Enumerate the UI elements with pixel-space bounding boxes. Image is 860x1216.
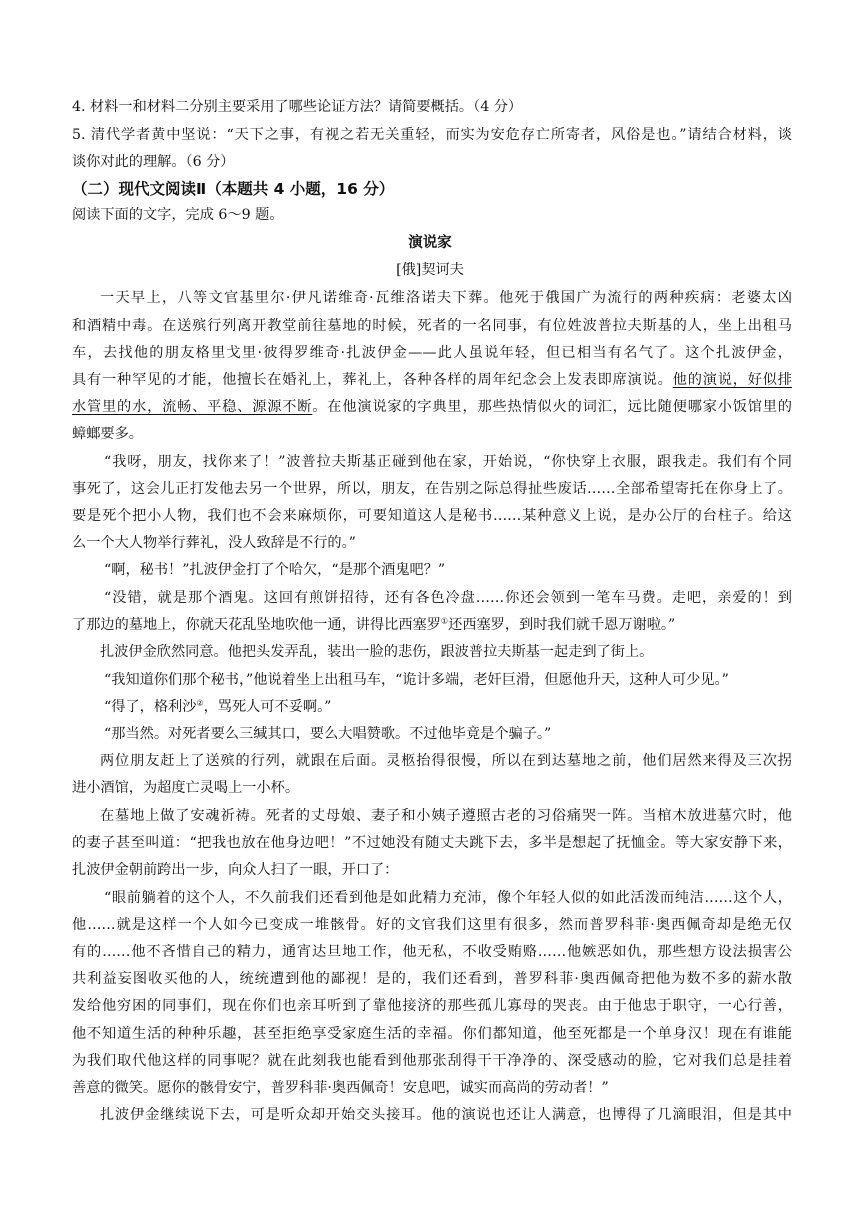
paragraph-1-line-4 (72, 370, 792, 390)
story-author: [俄]契诃夫 (396, 262, 464, 278)
paragraph-2-line-2: 事死了，这会儿正打发他去另一个世界，所以，朋友，在告别之际总得扯些废话……全部希望寄托在你身上了。 (72, 481, 792, 497)
paragraph-11-line-5: 发给他穷困的同事们，现在你们也亲耳听到了靠他接济的那些孤儿寡母的哭丧。由于他忠于职守，一心行善， (72, 998, 792, 1014)
text-segment: “得了，格利沙 (104, 699, 197, 715)
paragraph-2-line-3: 要是死个把小人物，我们也不会来麻烦你，可要知道这人是秘书……某种意义上说，是办公厅的台柱子。给这 (72, 508, 792, 524)
section-instruction: 阅读下面的文字，完成 6～9 题。 (72, 207, 284, 223)
paragraph-1-line-3: 车，去找他的朋友格里戈里·彼得罗维奇·扎波伊金——此人虽说年轻，但已相当有名气了。这个扎波伊金， (72, 345, 792, 361)
paragraph-11-line-3: 有的……他不吝惜自己的精力，通宵达旦地工作，他无私，不收受贿赂……他嫉恶如仇，那些想方设法损害公 (72, 944, 792, 960)
question-5-line-1: 5. 清代学者黄中坚说：“天下之事，有视之若无关重轻，而实为安危存亡所寄者，风俗是也。”请结合材料，谈 (72, 127, 792, 143)
paragraph-9-line-1: 两位朋友赶上了送殡的行列，就跟在后面。灵柩抬得很慢，所以在到达墓地之前，他们居然来得及三次拐 (100, 753, 792, 769)
footnote-marker: ① (440, 616, 449, 626)
question-4: 4. 材料一和材料二分别主要采用了哪些论证方法？请简要概括。（4 分） (72, 99, 523, 115)
text-segment: 。在他演说家的字典里，那些热情似火的词汇，远比随便哪家小饭馆里的 (312, 399, 792, 415)
paragraph-11-line-4: 共利益妄图收买他的人，统统遭到他的鄙视！是的，我们还看到，普罗科菲·奥西佩奇把他为数不多的薪水散 (72, 971, 792, 987)
section-heading: （二）现代文阅读Ⅱ（本题共 4 小题，16 分） (72, 180, 395, 198)
paragraph-4-line-2 (72, 615, 792, 635)
paragraph-1-line-2: 和酒精中毒。在送殡行列离开教堂前往墓地的时候，死者的一名同事，有位姓波普拉夫斯基的人，坐上出租马 (72, 318, 792, 334)
paragraph-10-line-1: 在墓地上做了安魂祈祷。死者的丈母娘、妻子和小姨子遵照古老的习俗痛哭一阵。当棺木放进墓穴时，他 (100, 808, 792, 824)
paragraph-6: “我知道你们那个秘书，”他说着坐上出租马车，“诡计多端，老奸巨滑，但愿他升天，这种人可少见。” (104, 672, 729, 688)
paragraph-2-line-1: “我呀，朋友，找你来了！”波普拉夫斯基正碰到他在家，开始说，“你快穿上衣服，跟我走。我们有个同 (104, 454, 792, 470)
paragraph-2-line-4: 么一个大人物举行葬礼，没人致辞是不行的。” (72, 535, 356, 551)
paragraph-8: “那当然。对死者要么三缄其口，要么大唱赞歌。不过他毕竟是个骗子。” (104, 726, 552, 742)
paragraph-11-line-7: 为我们取代他这样的同事呢？就在此刻我也能看到他那张刮得干干净净的、深受感动的脸，它对我们总是挂着 (72, 1053, 792, 1069)
paragraph-4-line-1: “没错，就是那个酒鬼。这回有煎饼招待，还有各色冷盘……你还会领到一笔车马费。走吧，亲爱的！到 (104, 590, 792, 606)
text-segment: 具有一种罕见的才能，他擅长在婚礼上，葬礼上，各种各样的周年纪念会上发表即席演说。 (72, 372, 673, 388)
paragraph-1-line-1: 一天早上，八等文官基里尔·伊凡诺维奇·瓦维洛诺夫下葬。他死于俄国广为流行的两种疾病：老婆太凶 (100, 290, 792, 306)
story-title: 演说家 (408, 234, 452, 251)
paragraph-1-line-6: 蟑螂要多。 (72, 426, 143, 442)
text-segment: 还西塞罗，到时我们就千恩万谢啦。” (448, 617, 676, 633)
paragraph-1-line-5 (72, 397, 792, 417)
paragraph-5: 扎波伊金欣然同意。他把头发弄乱，装出一脸的悲伤，跟波普拉夫斯基一起走到了街上。 (100, 644, 654, 660)
paragraph-11-line-2: 他……就是这样一个人如今已变成一堆骸骨。好的文官我们这里有很多，然而普罗科菲·奥西佩奇却是绝无仅 (72, 917, 792, 933)
paragraph-10-line-3: 扎波伊金朝前跨出一步，向众人扫了一眼，开口了： (72, 862, 399, 878)
underlined-text: 他的演说，好似排 (672, 372, 792, 388)
paragraph-11-line-1: “眼前躺着的这个人，不久前我们还看到他是如此精力充沛，像个年轻人似的如此活泼而纯洁……这个人， (104, 890, 792, 906)
underlined-text: 水管里的水，流畅、平稳、源源不断 (72, 399, 313, 415)
paragraph-12-line-1: 扎波伊金继续说下去，可是听众却开始交头接耳。他的演说也还让人满意，也博得了几滴眼泪，但是其中 (100, 1107, 792, 1123)
question-5-line-2: 谈你对此的理解。（6 分） (72, 154, 235, 170)
text-segment: 了那边的墓地上，你就天花乱坠地吹他一通，讲得比西塞罗 (72, 617, 441, 633)
paragraph-10-line-2: 的妻子甚至叫道：“把我也放在他身边吧！”不过她没有随丈夫跳下去，多半是想起了抚恤金。等大家安静下来， (72, 835, 792, 851)
paragraph-3: “啊，秘书！”扎波伊金打了个哈欠，“是那个酒鬼吧？” (104, 562, 446, 578)
paragraph-11-line-6: 他不知道生活的种种乐趣，甚至拒绝享受家庭生活的幸福。你们都知道，他至死都是一个单身汉！现在有谁能 (72, 1026, 792, 1042)
paragraph-9-line-2: 进小酒馆，为超度亡灵喝上一小杯。 (72, 780, 300, 796)
text-segment: ，骂死人可不妥啊。” (203, 699, 332, 715)
paragraph-7 (104, 697, 792, 717)
paragraph-11-line-8: 善意的微笑。愿你的骸骨安宁，普罗科菲·奥西佩奇！安息吧，诚实而高尚的劳动者！” (72, 1080, 609, 1096)
footnote-marker: ② (196, 698, 204, 708)
